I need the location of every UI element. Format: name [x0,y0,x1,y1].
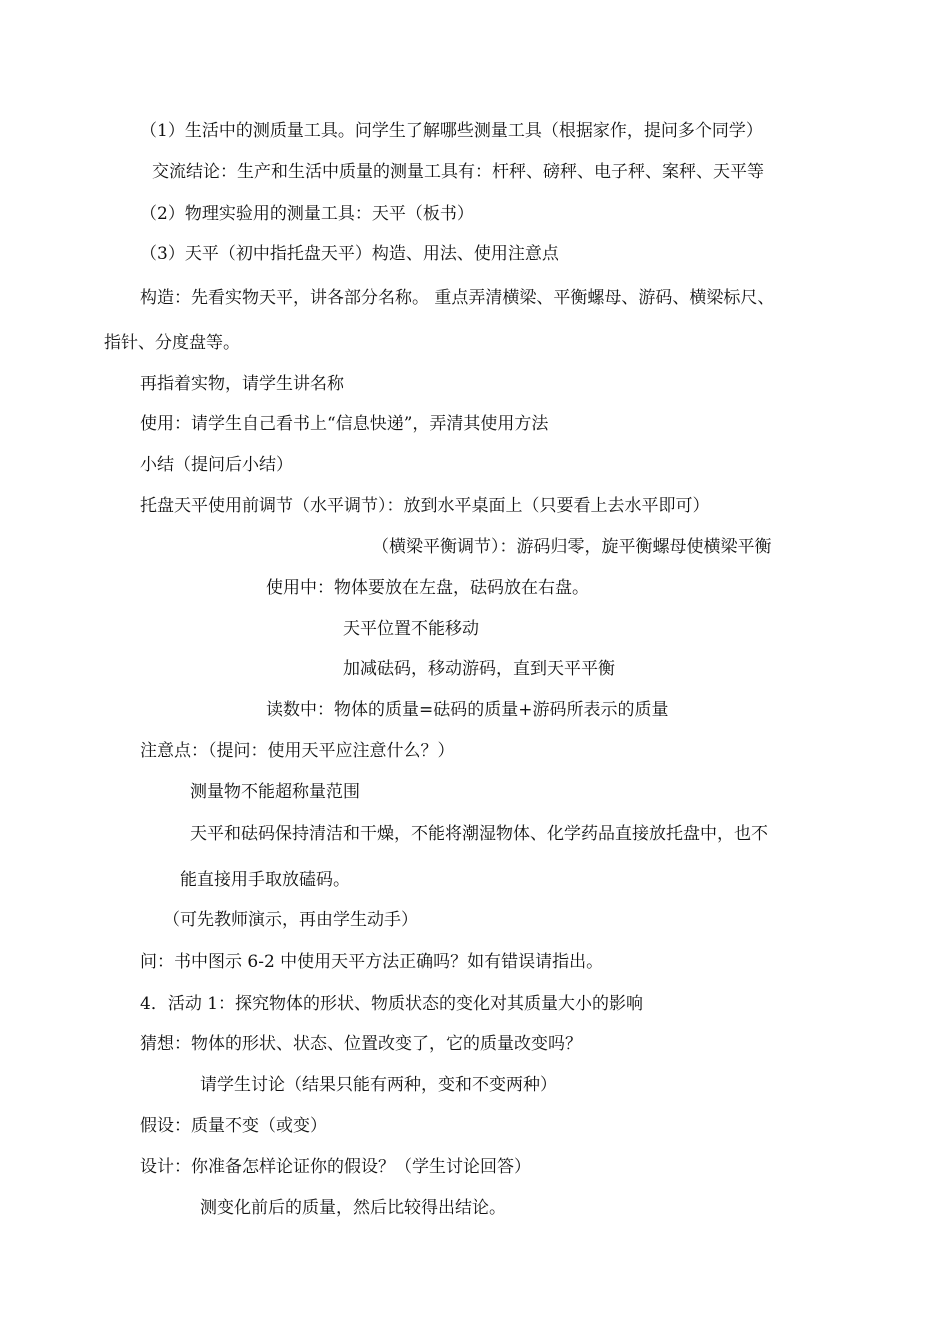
text-line: 测变化前后的质量，然后比较得出结论。 [200,1198,506,1218]
text-line: 构造：先看实物天平，讲各部分名称。 重点弄清横梁、平衡螺母、游码、横梁标尺、 [140,288,775,308]
text-line: （1）生活中的测质量工具。问学生了解哪些测量工具（根据家作，提问多个同学） [140,121,763,141]
text-line: （可先教师演示，再由学生动手） [163,910,418,930]
text-line: 测量物不能超称量范围 [190,782,360,802]
text-line: 天平和砝码保持清洁和干燥，不能将潮湿物体、化学药品直接放托盘中，也不 [190,824,768,844]
text-line: 假设：质量不变（或变） [140,1116,327,1136]
text-line: 再指着实物，请学生讲名称 [140,374,344,394]
text-line: 天平位置不能移动 [343,619,479,639]
text-line: 能直接用手取放磕码。 [180,870,350,890]
text-line: （2）物理实验用的测量工具：天平（板书） [140,204,474,224]
text-line: 托盘天平使用前调节（水平调节）：放到水平桌面上（只要看上去水平即可） [140,496,710,516]
text-line: 指针、分度盘等。 [104,333,240,353]
text-line: 读数中：物体的质量=砝码的质量+游码所表示的质量 [266,700,669,720]
text-line: 使用：请学生自己看书上“信息快递”，弄清其使用方法 [140,414,549,434]
text-line: （3）天平（初中指托盘天平）构造、用法、使用注意点 [140,244,559,264]
text-line: 小结（提问后小结） [140,455,293,475]
text-line: 问：书中图示 6-2 中使用天平方法正确吗？如有错误请指出。 [140,952,604,972]
text-line: 加减砝码，移动游码，直到天平平衡 [343,659,615,679]
text-line: 设计：你准备怎样论证你的假设？（学生讨论回答） [140,1157,531,1177]
text-line: （横梁平衡调节）：游码归零，旋平衡螺母使横梁平衡 [372,537,772,557]
text-line: 猜想：物体的形状、状态、位置改变了，它的质量改变吗？ [140,1034,582,1054]
text-line: 请学生讨论（结果只能有两种，变和不变两种） [200,1075,557,1095]
text-line: 使用中：物体要放在左盘，砝码放在右盘。 [266,578,589,598]
text-line: 4．活动 1：探究物体的形状、物质状态的变化对其质量大小的影响 [140,994,644,1014]
text-line: 注意点：（提问：使用天平应注意什么？） [140,741,455,761]
text-line: 交流结论：生产和生活中质量的测量工具有：杆秤、磅秤、电子秤、案秤、天平等 [152,162,764,182]
